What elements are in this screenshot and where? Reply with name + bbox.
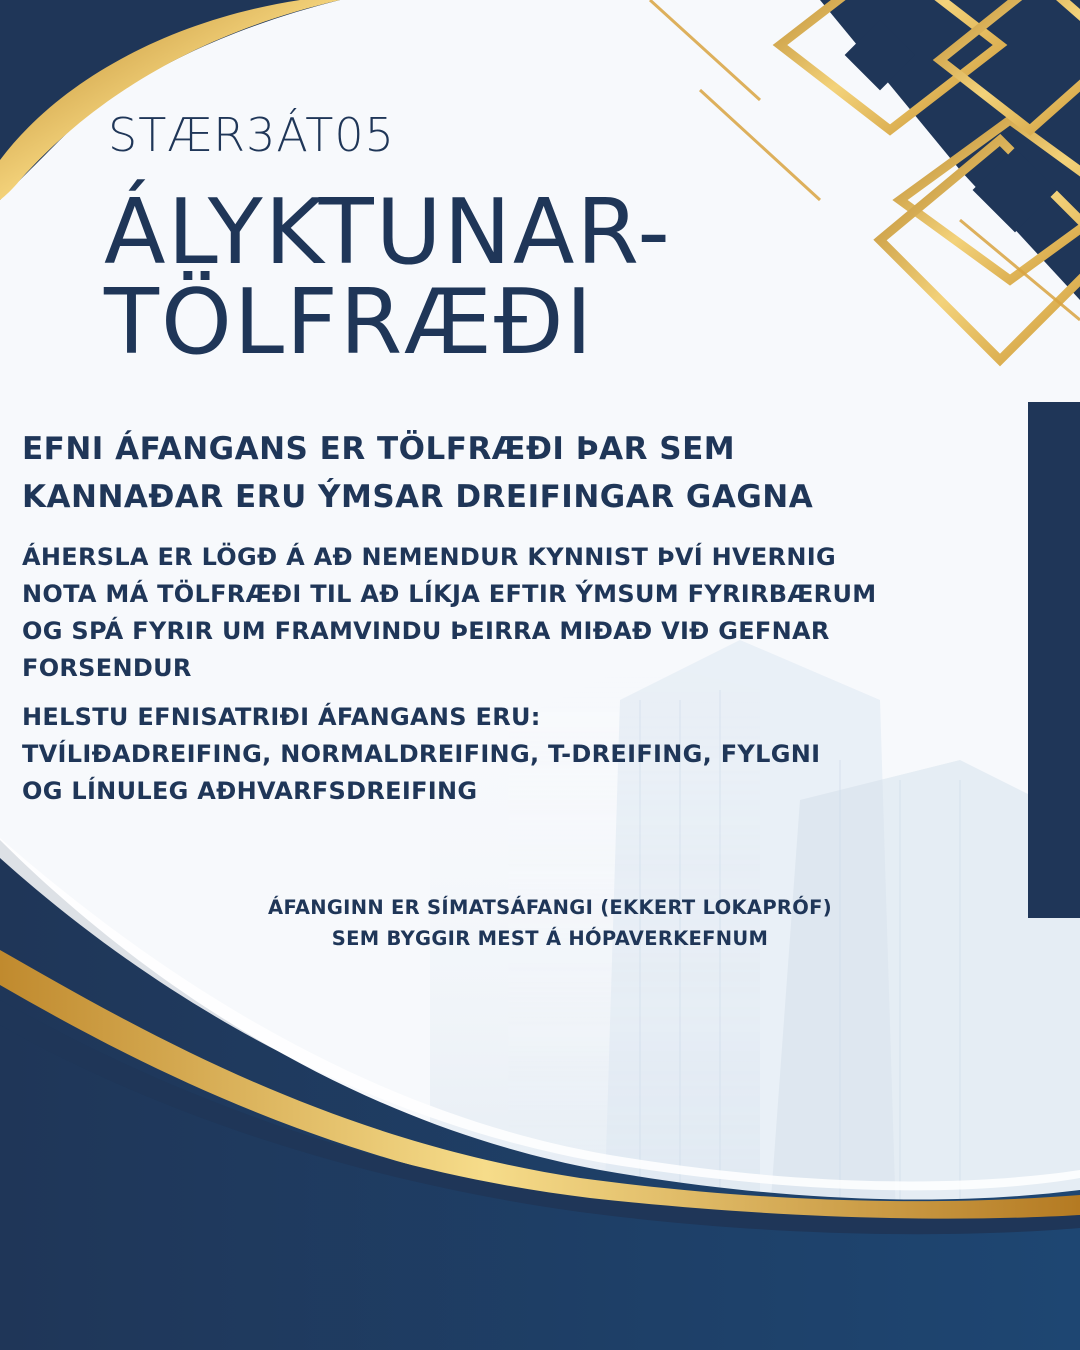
paragraph-line: ÁHERSLA ER LÖGÐ Á AÐ NEMENDUR KYNNIST ÞVÍ HVERNIG	[22, 543, 836, 571]
heading-line: KANNAÐAR ERU ÝMSAR DREIFINGAR GAGNA	[22, 479, 814, 515]
course-description	[22, 425, 962, 810]
right-accent-bar	[1028, 402, 1080, 918]
emphasis-paragraph	[22, 539, 962, 687]
paragraph-line: OG SPÁ FYRIR UM FRAMVINDU ÞEIRRA MIÐAÐ VIÐ GEFNAR	[22, 617, 830, 645]
title-line-1: ÁLYKTUNAR-	[104, 180, 672, 285]
paragraph-line: FORSENDUR	[22, 654, 192, 682]
course-code: STÆR3ÁT05	[108, 108, 395, 162]
paragraph-line: NOTA MÁ TÖLFRÆÐI TIL AÐ LÍKJA EFTIR ÝMSUM FYRIRBÆRUM	[22, 580, 877, 608]
note-line: SEM BYGGIR MEST Á HÓPAVERKEFNUM	[331, 927, 769, 950]
assessment-note	[200, 892, 900, 954]
topics-paragraph	[22, 699, 962, 810]
page-title	[104, 180, 672, 375]
heading-line: EFNI ÁFANGANS ER TÖLFRÆÐI ÞAR SEM	[22, 431, 736, 467]
paragraph-line: OG LÍNULEG AÐHVARFSDREIFING	[22, 777, 478, 805]
paragraph-line: HELSTU EFNISATRIÐI ÁFANGANS ERU:	[22, 703, 541, 731]
note-line: ÁFANGINN ER SÍMATSÁFANGI (EKKERT LOKAPRÓF)	[268, 896, 832, 919]
paragraph-line: TVÍLIÐADREIFING, NORMALDREIFING, T-DREIFING, FYLGNI	[22, 740, 821, 768]
title-line-2: TÖLFRÆÐI	[104, 270, 595, 375]
description-heading	[22, 425, 962, 521]
